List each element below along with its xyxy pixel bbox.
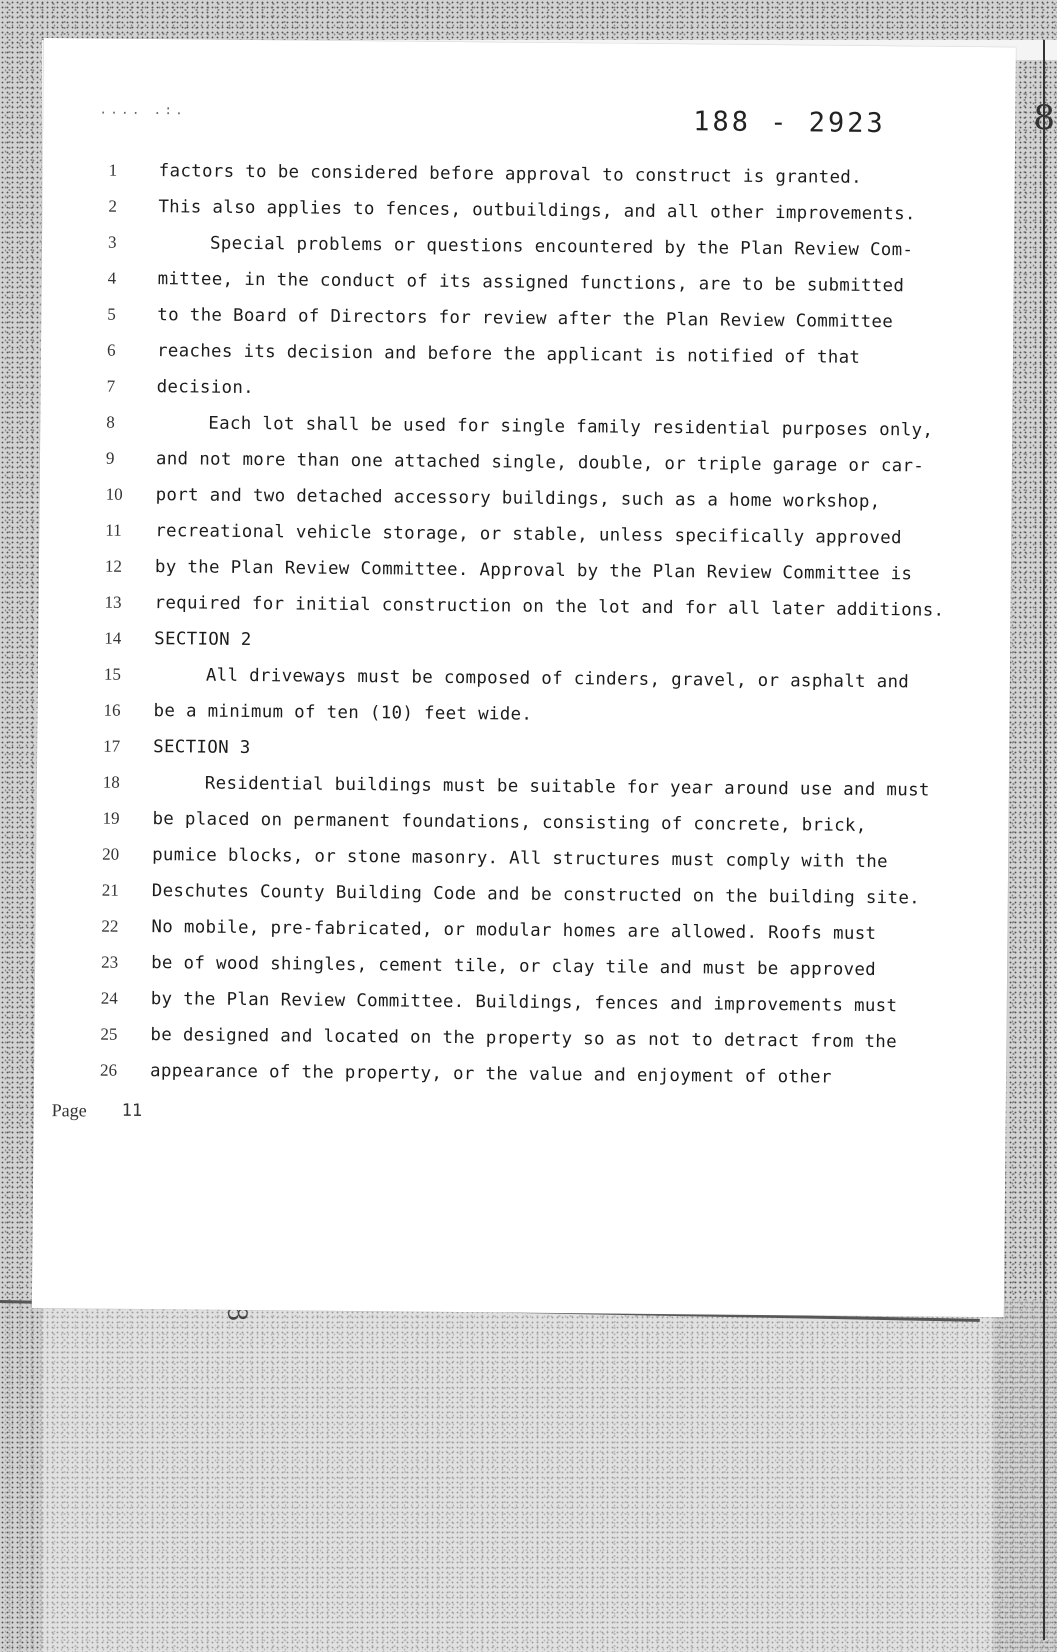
line-text: Deschutes County Building Code and be constructed on the building site. — [151, 881, 921, 909]
line-text: factors to be considered before approval to construct is granted. — [158, 161, 863, 188]
line-text: recreational vehicle storage, or stable, unless specifically approved — [155, 521, 902, 549]
line-number: 10 — [105, 484, 123, 504]
line-number: 25 — [100, 1024, 118, 1044]
line-text: decision. — [156, 377, 255, 399]
line-number: 19 — [102, 808, 120, 828]
line-text: Each lot shall be used for single family residential purposes only, — [208, 413, 934, 441]
line-number: 12 — [104, 556, 123, 576]
text-line — [104, 629, 252, 664]
page-label: Page — [51, 1100, 87, 1121]
line-text: required for initial construction on the lot and for all later additions. — [154, 593, 945, 621]
text-line — [108, 161, 862, 202]
text-line — [105, 557, 913, 599]
line-text: pumice blocks, or stone masonry. All structures must comply with the — [152, 845, 888, 873]
line-number: 18 — [102, 772, 120, 792]
text-line — [103, 701, 532, 739]
line-text: This also applies to fences, outbuildings, and all other improvements. — [158, 197, 916, 225]
margin-mark: 8 — [1033, 98, 1055, 138]
line-number: 26 — [100, 1060, 118, 1080]
corner-mark: .... .:. — [99, 102, 187, 119]
text-line — [105, 521, 902, 563]
section-heading: SECTION 3 — [153, 737, 251, 759]
line-number: 14 — [104, 628, 122, 648]
line-number: 21 — [101, 880, 119, 900]
line-text: by the Plan Review Committee. Approval by the Plan Review Committee is — [154, 557, 913, 585]
line-text: be of wood shingles, cement tile, or clay tile and must be approved — [151, 953, 877, 981]
line-text: All driveways must be composed of cinders, gravel, or asphalt and — [205, 665, 910, 693]
line-number: 13 — [104, 592, 122, 612]
text-line — [108, 197, 916, 239]
line-number: 8 — [106, 412, 115, 432]
binder-edge-line — [1043, 40, 1045, 1640]
text-line — [107, 341, 861, 382]
line-number: 9 — [105, 448, 115, 468]
line-text: be designed and located on the property so as not to detract from the — [150, 1025, 898, 1053]
line-number: 23 — [101, 952, 119, 972]
text-line — [104, 665, 910, 707]
line-text: reaches its decision and before the applicant is notified of that — [156, 341, 861, 368]
line-text: by the Plan Review Committee. Buildings, fences and improvements must — [150, 989, 898, 1017]
line-number: 24 — [100, 988, 118, 1008]
line-text: and not more than one attached single, double, or triple garage or car- — [155, 449, 925, 477]
text-line — [103, 737, 251, 772]
scan-noise-bottom — [0, 1300, 1057, 1652]
text-line — [108, 233, 914, 275]
line-text: Special problems or questions encountered by the Plan Review Com- — [209, 233, 914, 261]
line-text: appearance of the property, or the value and enjoyment of other — [149, 1061, 832, 1088]
text-line — [101, 917, 876, 958]
line-text: to the Board of Directors for review after the Plan Review Committee — [157, 305, 894, 333]
scan-noise-top — [0, 0, 1057, 40]
text-line — [104, 593, 944, 635]
line-number: 16 — [103, 700, 121, 720]
text-line — [102, 881, 921, 923]
line-number: 2 — [108, 196, 117, 216]
line-text: Residential buildings must be suitable for year around use and must — [204, 773, 930, 801]
text-line — [106, 449, 925, 491]
text-line — [100, 1061, 832, 1102]
text-line — [107, 305, 893, 347]
page-number: 11 — [121, 1100, 143, 1121]
section-heading: SECTION 2 — [154, 629, 252, 651]
text-line — [105, 485, 880, 526]
text-line — [106, 413, 933, 455]
text-line — [101, 953, 876, 994]
document-number: 188 - 2923 — [693, 106, 886, 140]
text-line — [107, 269, 904, 311]
line-number: 20 — [102, 844, 120, 864]
line-number: 6 — [106, 340, 116, 360]
line-text: mittee, in the conduct of its assigned functions, are to be submitted — [157, 269, 905, 297]
line-text: No mobile, pre-fabricated, or modular homes are allowed. Roofs must — [151, 917, 877, 945]
line-number: 1 — [108, 160, 118, 180]
line-text: be a minimum of ten (10) feet wide. — [153, 701, 533, 725]
line-number: 17 — [103, 736, 121, 756]
line-number: 22 — [101, 916, 119, 936]
text-line — [106, 377, 254, 412]
line-number: 7 — [106, 376, 116, 396]
text-line — [103, 773, 930, 815]
line-number: 15 — [103, 664, 121, 684]
line-text: port and two detached accessory buildings, such as a home workshop, — [155, 485, 881, 513]
line-number: 3 — [107, 232, 117, 252]
document-page — [32, 38, 1016, 1317]
text-line — [102, 809, 866, 850]
line-number: 4 — [107, 268, 117, 288]
line-text: be placed on permanent foundations, consisting of concrete, brick, — [152, 809, 867, 836]
text-line — [102, 845, 888, 887]
text-line — [101, 989, 898, 1031]
line-number: 11 — [105, 520, 122, 540]
line-number: 5 — [107, 304, 116, 324]
text-line — [100, 1025, 897, 1067]
